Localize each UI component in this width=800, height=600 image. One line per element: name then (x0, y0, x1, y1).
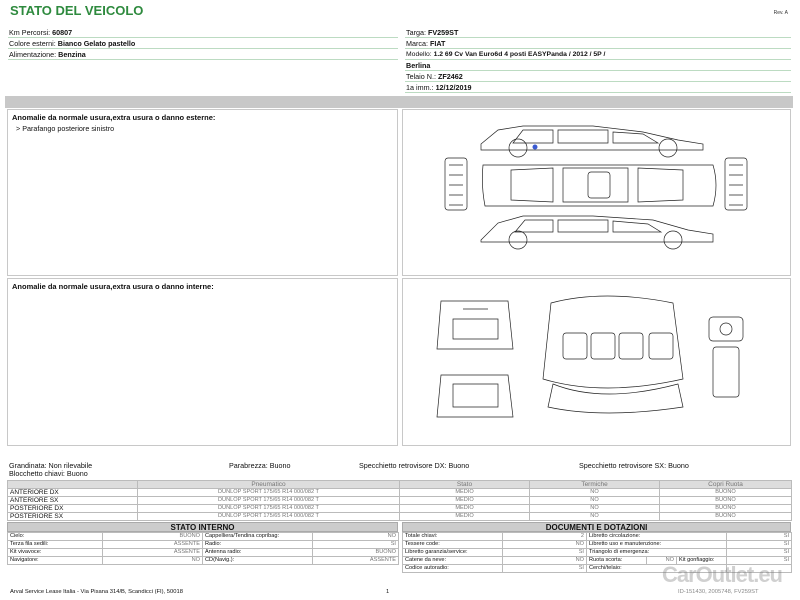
table-row: Cielo: BUONO Cappelliera/Tendina copribag: NO (8, 533, 399, 541)
info-row: 1a imm.: 12/12/2019 (405, 82, 791, 93)
col-pneumatico: Pneumatico (138, 481, 400, 489)
info-row: Telaio N.: ZF2462 (405, 71, 791, 82)
table-row: Tessere code: NO Libretto uso e manutenzione: SI (403, 541, 792, 549)
footer-page-number: 1 (386, 589, 390, 595)
info-row: Modello: 1.2 69 Cv Van Euro6d 4 posti EASYPanda / 2012 / 5P / (405, 49, 791, 60)
car-interior-diagram (403, 279, 792, 447)
page-title: STATO DEL VEICOLO (10, 3, 144, 18)
exterior-damage-title: Anomalie da normale usura,extra usura o danno esterne: (12, 113, 216, 122)
table-row: Catene da neve: NO Ruota scorta: NO Kit gonfiaggio: SI (403, 557, 792, 565)
table-row: ANTERIORE SX DUNLOP SPORT 175/65 R14 000/082 T MEDIO NO BUONO (8, 497, 792, 505)
info-row: Alimentazione: Benzina (8, 49, 398, 60)
table-row: ANTERIORE DX DUNLOP SPORT 175/65 R14 000/082 T MEDIO NO BUONO (8, 489, 792, 497)
vehicle-info-right (405, 27, 791, 93)
info-row: Targa: FV259ST (405, 27, 791, 38)
section-divider (5, 96, 793, 108)
table-row: Navigatore: NO CD(Navig.): ASSENTE (8, 557, 399, 565)
check-blocchetto: Blocchetto chiavi: Buono (9, 469, 88, 478)
col-termiche: Termiche (530, 481, 660, 489)
check-specchietto-sx: Specchietto retrovisore SX: Buono (579, 461, 689, 470)
footer-reference: ID-151430, 2005748, FV259ST (678, 589, 759, 595)
stato-interno-title: STATO INTERNO (7, 522, 398, 532)
info-row: Colore esterni: Bianco Gelato pastello (8, 38, 398, 49)
footer-company: Arval Service Lease Italia - Via Pisana 314/B, Scandicci (FI), 50018 (10, 589, 183, 595)
checks-section (9, 462, 789, 482)
table-row: Terza fila sedili: ASSENTE Radio: SI (8, 541, 399, 549)
table-row: Libretto garanzia/service: SI Triangolo di emergenza: SI (403, 549, 792, 557)
exterior-damage-panel (7, 109, 398, 276)
vehicle-info-left (8, 27, 398, 61)
col-copri-ruota: Copri Ruota (660, 481, 792, 489)
exterior-damage-item: > Parafango posteriore sinistro (16, 124, 115, 133)
interior-damage-panel (7, 278, 398, 446)
tyres-table (7, 480, 791, 521)
table-row: POSTERIORE DX DUNLOP SPORT 175/65 R14 000/082 T MEDIO NO BUONO (8, 505, 792, 513)
interior-damage-title: Anomalie da normale usura,extra usura o danno interne: (12, 282, 214, 291)
stato-interno-section (7, 522, 398, 565)
exterior-diagram-panel (402, 109, 791, 276)
check-parabrezza: Parabrezza: Buono (229, 461, 291, 470)
table-row: Codice autoradio: SI Cerchi/telaio: (403, 565, 792, 573)
check-grandinata: Grandinata: Non rilevabile (9, 461, 93, 470)
check-specchietto-dx: Specchietto retrovisore DX: Buono (359, 461, 470, 470)
documenti-title: DOCUMENTI E DOTAZIONI (402, 522, 791, 532)
watermark-logo: CarOutlet.eu (661, 562, 782, 587)
table-row: POSTERIORE SX DUNLOP SPORT 175/65 R14 000/082 T MEDIO NO BUONO (8, 513, 792, 521)
table-row: Totale chiavi: 2 Libretto circolazione: SI (403, 533, 792, 541)
interior-diagram-panel (402, 278, 791, 446)
info-row: Berlina (405, 60, 791, 71)
col-stato: Stato (400, 481, 530, 489)
car-exterior-diagram (403, 110, 792, 277)
info-row: Marca: FIAT (405, 38, 791, 49)
info-row: Km Percorsi: 60807 (8, 27, 398, 38)
table-row: Kit vivavoce: ASSENTE Antenna radio: BUONO (8, 549, 399, 557)
revision-label: Rev. A (773, 10, 788, 16)
